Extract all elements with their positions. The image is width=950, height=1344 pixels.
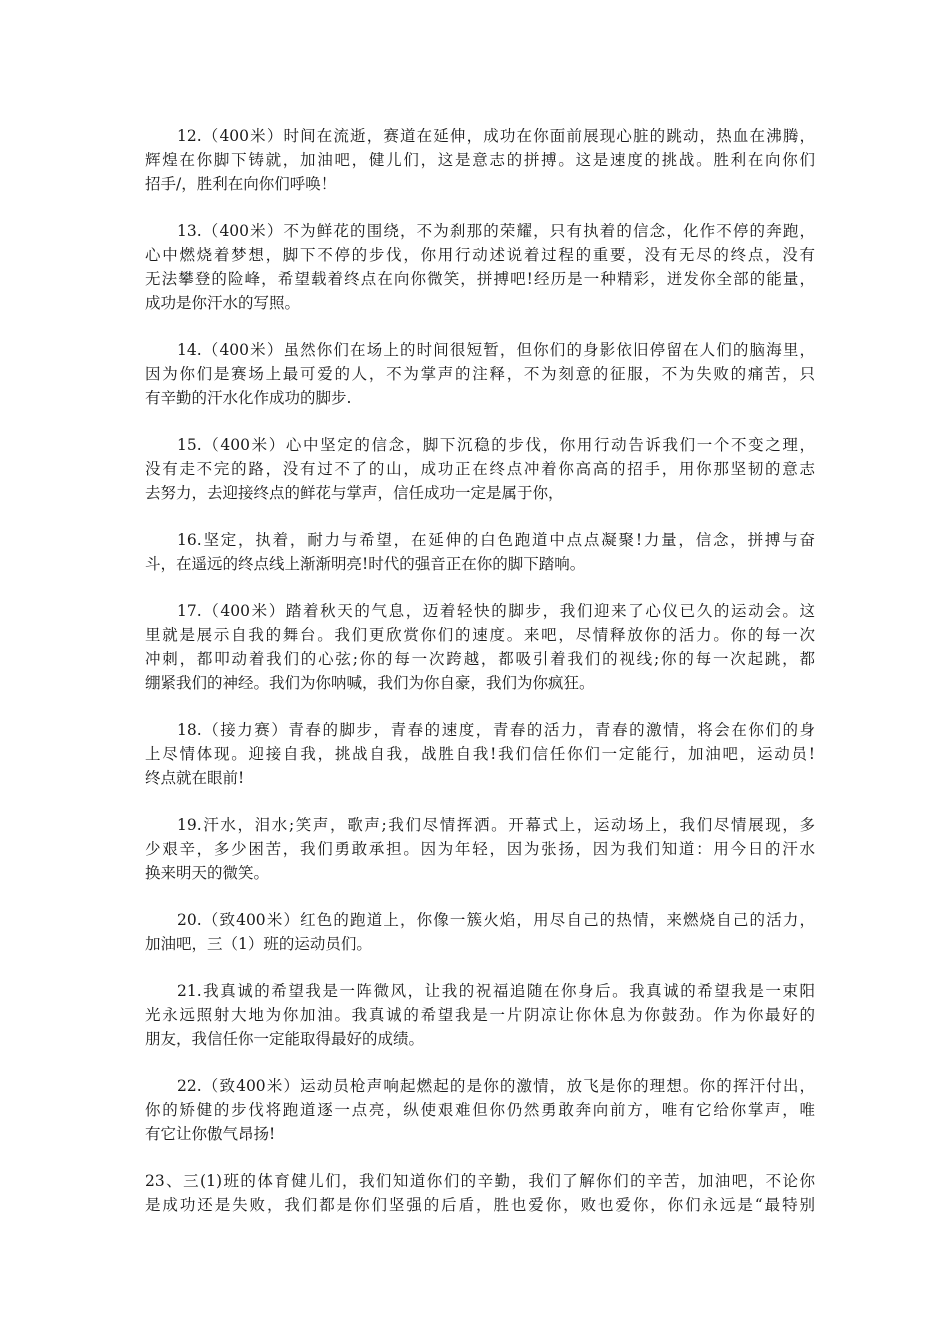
paragraph-20 (145, 908, 815, 956)
text-line: 15.（400米）心中坚定的信念，脚下沉稳的步伐，你用行动告诉我们一个不变之理， (177, 436, 815, 454)
text-line: 辉煌在你脚下铸就，加油吧，健儿们，这是意志的拼搏。这是速度的挑战。胜利在向你们 (145, 151, 815, 169)
text-line: 因为你们是赛场上最可爱的人，不为掌声的注释，不为刻意的征服，不为失败的痛苦，只 (145, 365, 815, 383)
paragraph-13 (145, 219, 815, 315)
text-line: 斗，在遥远的终点线上渐渐明亮!时代的强音正在你的脚下踏响。 (145, 555, 586, 573)
text-line: 成功是你汗水的写照。 (145, 294, 301, 312)
text-line: 有它让你傲气昂扬! (145, 1125, 276, 1143)
text-line: 换来明天的微笑。 (145, 864, 270, 882)
paragraph-19 (145, 813, 815, 885)
text-line: 里就是展示自我的舞台。我们更欣赏你们的速度。来吧，尽情释放你的活力。你的每一次 (145, 626, 815, 644)
text-line: 光永远照射大地为你加油。我真诚的希望我是一片阴凉让你休息为你鼓劲。作为你最好的 (145, 1006, 815, 1024)
text-line: 18.（接力赛）青春的脚步，青春的速度，青春的活力，青春的激情，将会在你们的身 (177, 721, 815, 739)
paragraph-16 (145, 528, 815, 576)
paragraph-21 (145, 979, 815, 1051)
text-line: 21.我真诚的希望我是一阵微风，让我的祝福追随在你身后。我真诚的希望我是一束阳 (177, 982, 815, 1000)
text-line: 终点就在眼前! (145, 769, 245, 787)
text-line: 没有走不完的路，没有过不了的山，成功正在终点冲着你高高的招手，用你那坚韧的意志 (145, 460, 815, 478)
paragraph-17 (145, 599, 815, 695)
text-line: 加油吧，三（1）班的运动员们。 (145, 935, 372, 953)
text-line: 22.（致400米）运动员枪声响起燃起的是你的激情，放飞是你的理想。你的挥汗付出， (177, 1077, 815, 1095)
document-page (145, 124, 815, 1240)
text-line: 冲刺，都叩动着我们的心弦;你的每一次跨越，都吸引着我们的视线;你的每一次起跳，都 (145, 650, 815, 668)
text-line: 13.（400米）不为鲜花的围绕，不为刹那的荣耀，只有执着的信念，化作不停的奔跑， (177, 222, 815, 240)
text-line: 少艰辛，多少困苦，我们勇敢承担。因为年轻，因为张扬，因为我们知道：用今日的汗水 (145, 840, 815, 858)
text-line: 17.（400米）踏着秋天的气息，迈着轻快的脚步，我们迎来了心仪已久的运动会。这 (177, 602, 815, 620)
text-line: 16.坚定，执着，耐力与希望，在延伸的白色跑道中点点凝聚!力量，信念，拼搏与奋 (177, 531, 815, 549)
paragraph-18 (145, 718, 815, 790)
text-line: 无法攀登的险峰，希望载着终点在向你微笑，拼搏吧!经历是一种精彩，迸发你全部的能量， (145, 270, 815, 288)
text-line: 有辛勤的汗水化作成功的脚步. (145, 389, 352, 407)
text-line: 朋友，我信任你一定能取得最好的成绩。 (145, 1030, 425, 1048)
text-line: 20.（致400米）红色的跑道上，你像一簇火焰，用尽自己的热情，来燃烧自己的活力， (177, 911, 815, 929)
text-line: 心中燃烧着梦想，脚下不停的步伐，你用行动述说着过程的重要，没有无尽的终点，没有 (145, 246, 815, 264)
text-line: 上尽情体现。迎接自我，挑战自我，战胜自我!我们信任你们一定能行，加油吧，运动员! (145, 745, 815, 763)
paragraph-22 (145, 1074, 815, 1146)
text-line: 招手/，胜利在向你们呼唤！ (145, 175, 337, 193)
text-line: 23、三(1)班的体育健儿们，我们知道你们的辛勤，我们了解你们的辛苦，加油吧，不论你 (145, 1172, 815, 1190)
paragraph-14 (145, 338, 815, 410)
text-line: 去努力，去迎接终点的鲜花与掌声，信任成功一定是属于你， (145, 484, 564, 502)
text-line: 你的矫健的步伐将跑道逐一点亮，纵使艰难但你仍然勇敢奔向前方，唯有它给你掌声，唯 (145, 1101, 815, 1119)
paragraph-15 (145, 433, 815, 505)
text-line: 绷紧我们的神经。我们为你呐喊，我们为你自豪，我们为你疯狂。 (145, 674, 595, 692)
text-line: 19.汗水，泪水;笑声，歌声;我们尽情挥洒。开幕式上，运动场上，我们尽情展现，多 (177, 816, 815, 834)
text-line: 是成功还是失败，我们都是你们坚强的后盾，胜也爱你，败也爱你，你们永远是“最特别 (145, 1196, 815, 1214)
paragraph-23 (145, 1169, 815, 1217)
text-line: 14.（400米）虽然你们在场上的时间很短暂，但你们的身影依旧停留在人们的脑海里， (177, 341, 815, 359)
text-line: 12.（400米）时间在流逝，赛道在延伸，成功在你面前展现心脏的跳动，热血在沸腾， (177, 127, 815, 145)
paragraph-12 (145, 124, 815, 196)
